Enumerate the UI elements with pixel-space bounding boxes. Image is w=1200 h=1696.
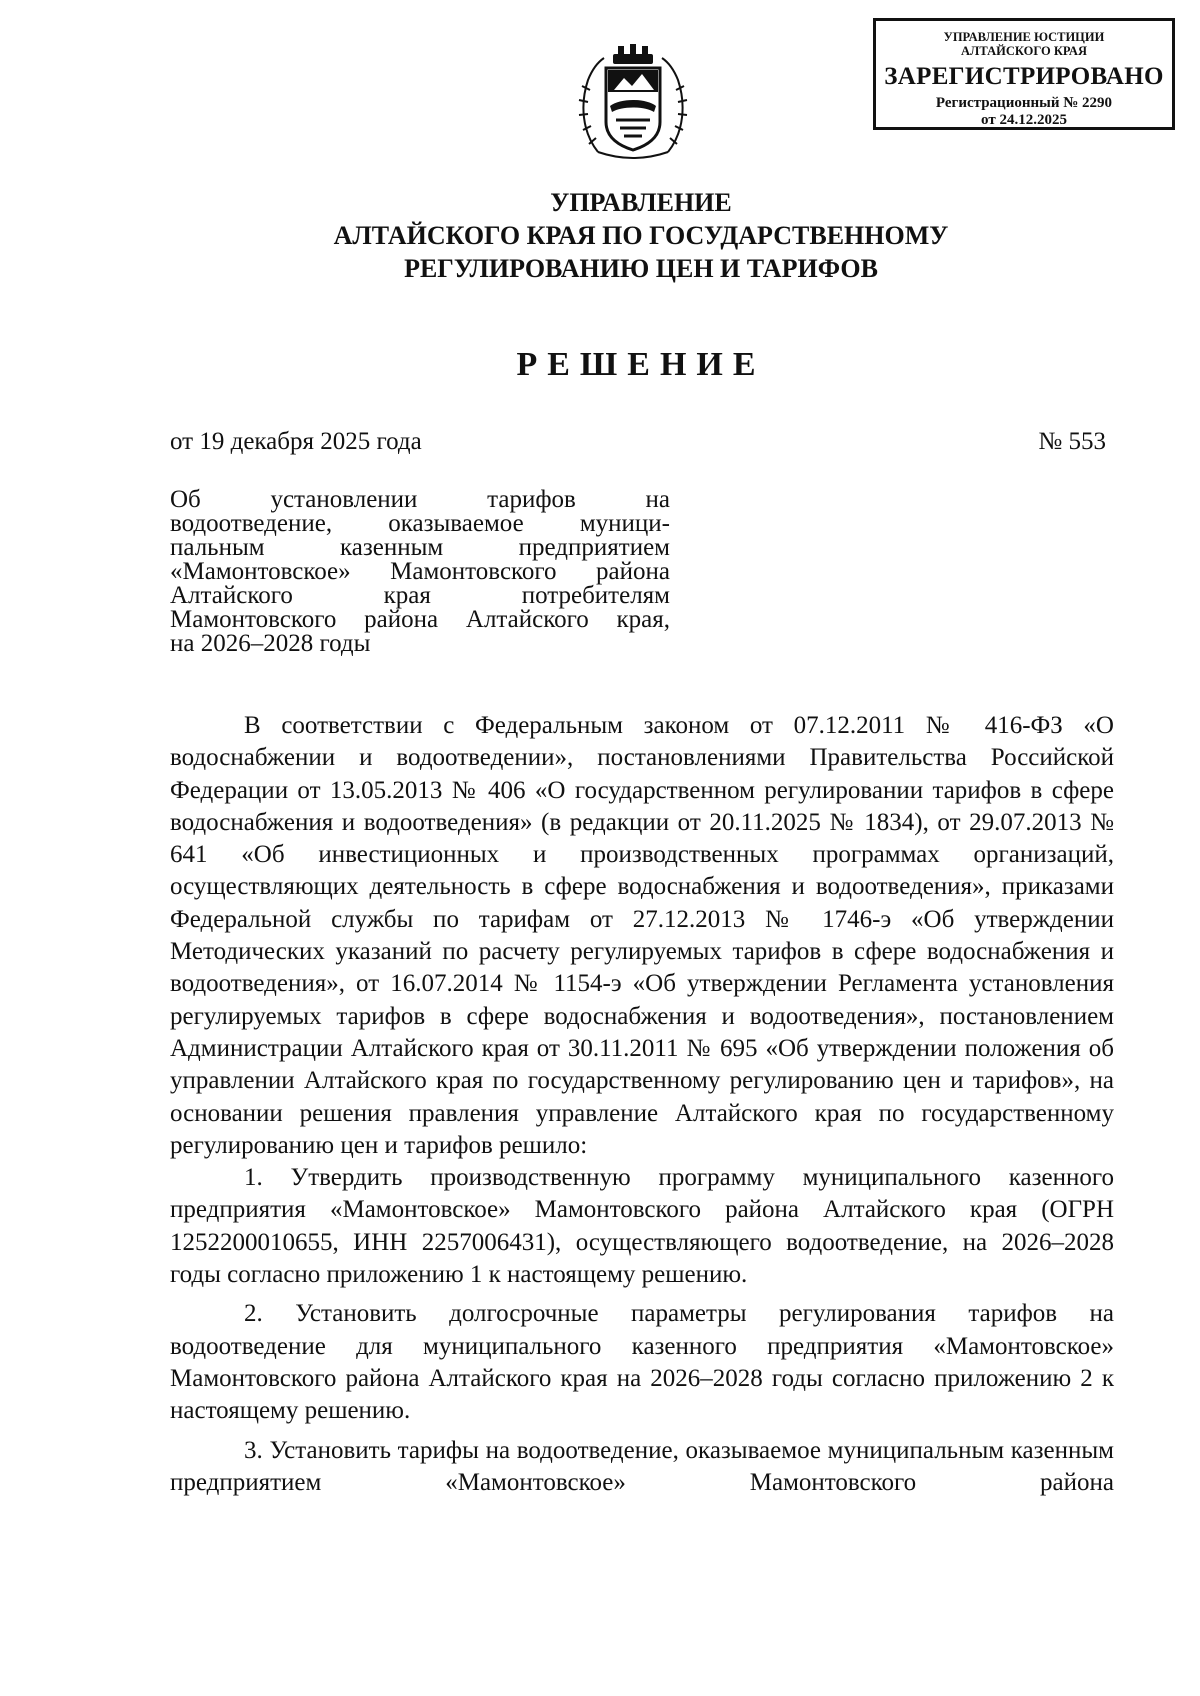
subject-line: Алтайского края потребителям	[170, 582, 670, 609]
subject-line: водоотведение, оказываемое муници-	[170, 510, 670, 537]
decision-subject	[170, 488, 670, 656]
stamp-region: АЛТАЙСКОГО КРАЯ	[961, 44, 1087, 59]
stamp-reg-number: Регистрационный № 2290	[935, 94, 1113, 111]
stamp-reg-date: от 24.12.2025	[981, 111, 1067, 128]
subject-line: «Мамонтовское» Мамонтовского района	[170, 558, 670, 585]
subject-line: Мамонтовского района Алтайского края,	[170, 606, 670, 633]
coat-of-arms-icon	[576, 40, 690, 162]
item-2-paragraph: 2. Установить долгосрочные параметры регулирования тарифов на водоотведение для муниципального казенного предприятия «Мамонтовское» Мамонтовского района Алтайского края на 2026–2028 годы согласно приложению 2 к настоящему решению.	[170, 1300, 1114, 1425]
subject-line: Об установлении тарифов на	[170, 486, 670, 513]
stamp-status: ЗАРЕГИСТРИРОВАНО	[884, 62, 1164, 90]
subject-line: пальным казенным предприятием	[170, 534, 670, 561]
agency-line-2: АЛТАЙСКОГО КРАЯ ПО ГОСУДАРСТВЕННОМУ	[333, 221, 949, 250]
decision-number: № 553	[1038, 428, 1106, 455]
subject-line: на 2026–2028 годы	[170, 630, 371, 657]
document-type: РЕШЕНИЕ	[516, 346, 766, 383]
decision-date: от 19 декабря 2025 года	[170, 428, 422, 455]
item-3-paragraph: 3. Установить тарифы на водоотведение, оказываемое муниципальным казенным предприятием «Мамонтовское» Мамонтовского района	[170, 1436, 1114, 1496]
agency-name	[200, 186, 1082, 285]
registration-stamp	[873, 18, 1175, 130]
item-1-paragraph: 1. Утвердить производственную программу муниципального казенного предприятия «Мамонтовское» Мамонтовского района Алтайского края (ОГРН 1252200010655, ИНН 2257006431), осуществляющего водоотведение, на 2026–2028 годы согласно приложению 1 к настоящему решению.	[170, 1164, 1114, 1289]
decision-body	[170, 710, 1114, 1499]
agency-line-3: РЕГУЛИРОВАНИЮ ЦЕН И ТАРИФОВ	[404, 254, 878, 283]
stamp-authority: УПРАВЛЕНИЕ ЮСТИЦИИ	[943, 30, 1105, 44]
agency-line-1: УПРАВЛЕНИЕ	[550, 188, 732, 217]
preamble-paragraph: В соответствии с Федеральным законом от 07.12.2011 № 416-ФЗ «О водоснабжении и водоотведении», постановлениями Правительства Российской Федерации от 13.05.2013 № 406 «О государственном регулировании тарифов в сфере водоснабжения и водоотведения» (в редакции от 20.11.2025 № 1834), от 29.07.2013 № 641 «Об инвестиционных и производственных программах организаций, осуществляющих деятельность в сфере водоснабжения и водоотведения», приказами Федеральной службы по тарифам от 27.12.2013 № 1746-э «Об утверждении Методических указаний по расчету регулируемых тарифов в сфере водоснабжения и водоотведения», от 16.07.2014 № 1154-э «Об утверждении Регламента установления регулируемых тарифов в сфере водоснабжения и водоотведения», постановлением Администрации Алтайского края от 30.11.2011 № 695 «Об утверждении положения об управлении Алтайского края по государственному регулированию цен и тарифов», на основании решения правления управление Алтайского края по государственному регулированию цен и тарифов решило:	[170, 712, 1114, 1159]
